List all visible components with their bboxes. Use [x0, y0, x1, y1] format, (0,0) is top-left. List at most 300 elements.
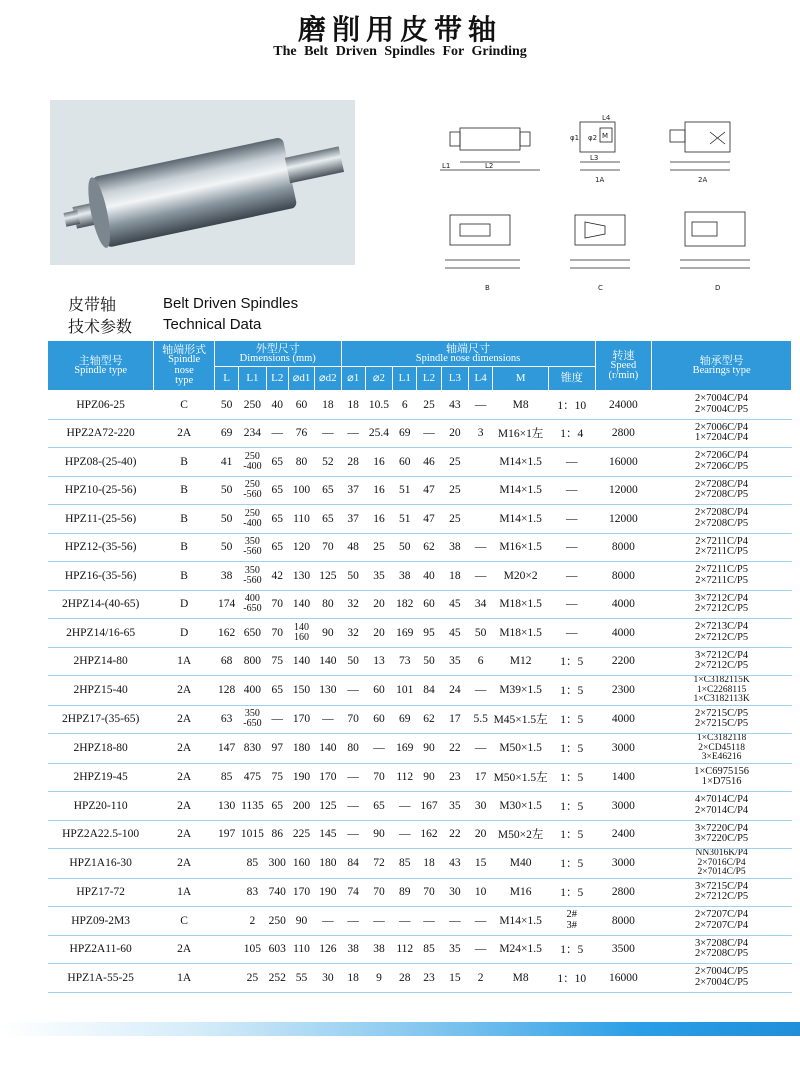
table-cell-line: 2×7208C/P4 — [695, 478, 749, 490]
table-cell-line: 350 — [244, 564, 260, 576]
table-cell: 1：5 — [548, 647, 595, 676]
table-cell: D — [154, 619, 215, 648]
table-cell: 170 — [288, 705, 314, 734]
table-cell-line: 140 — [294, 621, 310, 633]
table-cell: — — [469, 533, 493, 562]
table-cell: 76 — [288, 419, 314, 448]
table-cell — [214, 907, 238, 936]
table-cell-line: -650 — [243, 603, 262, 615]
table-cell — [652, 619, 792, 648]
table-cell: 2300 — [595, 676, 652, 706]
table-cell: HPZ20-110 — [48, 792, 154, 821]
table-cell: 65 — [365, 792, 392, 821]
table-cell: 125 — [315, 562, 341, 591]
table-cell: 70 — [266, 590, 288, 619]
table-cell: — — [315, 907, 341, 936]
table-cell: 100 — [288, 476, 314, 505]
table-cell: 46 — [417, 448, 441, 477]
table-cell: M16×1.5 — [493, 533, 549, 562]
table-cell — [239, 562, 266, 591]
table-cell-line: 2×7004C/P5 — [695, 976, 749, 988]
table-cell — [214, 964, 238, 993]
table-cell: 28 — [393, 964, 417, 993]
table-cell: M16 — [493, 878, 549, 907]
table-cell: 40 — [266, 391, 288, 420]
table-cell: M14×1.5 — [493, 448, 549, 477]
table-cell: M50×1.5左 — [493, 763, 549, 792]
table-cell: 126 — [315, 935, 341, 964]
table-row — [48, 878, 792, 907]
table-cell: 70 — [417, 878, 441, 907]
table-row — [48, 907, 792, 936]
table-cell: 38 — [214, 562, 238, 591]
table-cell-line: 250 — [244, 479, 260, 491]
table-cell: 70 — [266, 619, 288, 648]
table-cell: 234 — [239, 419, 266, 448]
table-cell: HPZ16-(35-56) — [48, 562, 154, 591]
table-cell-line: 3×7212C/P4 — [695, 649, 749, 661]
table-cell: — — [469, 734, 493, 764]
table-cell-line: -560 — [243, 574, 262, 586]
table-cell — [652, 820, 792, 849]
table-cell: 84 — [417, 676, 441, 706]
table-cell: B — [154, 533, 215, 562]
table-cell: 1A — [154, 964, 215, 993]
table-row — [48, 792, 792, 821]
table-cell: 74 — [341, 878, 365, 907]
table-cell: M50×2左 — [493, 820, 549, 849]
table-cell: 38 — [393, 562, 417, 591]
sub-header-cell: L2 — [417, 367, 441, 391]
table-cell — [652, 964, 792, 993]
table-cell: 3000 — [595, 734, 652, 764]
table-cell: 50 — [214, 533, 238, 562]
table-cell-line: 2×7215C/P5 — [695, 707, 749, 719]
table-cell: 4000 — [595, 590, 652, 619]
table-cell: 35 — [441, 647, 468, 676]
sub-header-cell: L2 — [266, 367, 288, 391]
table-cell: 18 — [341, 391, 365, 420]
table-row — [48, 820, 792, 849]
table-cell: 2A — [154, 792, 215, 821]
table-cell — [652, 391, 792, 420]
table-cell: — — [393, 907, 417, 936]
table-cell: 128 — [214, 676, 238, 706]
table-cell: 170 — [315, 763, 341, 792]
table-cell: 65 — [266, 676, 288, 706]
table-cell: 1：5 — [548, 676, 595, 706]
table-cell: 25 — [365, 533, 392, 562]
table-cell: M8 — [493, 391, 549, 420]
page-title: 磨削用皮带轴 — [297, 13, 502, 46]
table-cell: 80 — [288, 448, 314, 477]
svg-text:φ2: φ2 — [588, 134, 598, 142]
table-cell — [652, 763, 792, 792]
table-cell: 130 — [315, 676, 341, 706]
table-cell: 25 — [441, 476, 468, 505]
table-cell: 18 — [315, 391, 341, 420]
table-cell-line: 2×7014C/P5 — [697, 867, 746, 877]
table-cell-line: 1×C3182115K — [693, 675, 750, 685]
table-cell: 3 — [469, 419, 493, 448]
table-cell: 18 — [341, 964, 365, 993]
table-cell: 69 — [393, 705, 417, 734]
table-cell: 174 — [214, 590, 238, 619]
table-cell: M14×1.5 — [493, 476, 549, 505]
table-cell: B — [154, 448, 215, 477]
table-cell — [652, 562, 792, 591]
table-cell: 1：5 — [548, 878, 595, 907]
sub-header-cell: ⌀2 — [365, 367, 392, 391]
table-cell: — — [365, 907, 392, 936]
table-cell: 1：10 — [548, 391, 595, 420]
table-cell: 2800 — [595, 419, 652, 448]
table-cell: 85 — [214, 763, 238, 792]
table-cell: 2HPZ19-45 — [48, 763, 154, 792]
table-cell: 80 — [315, 590, 341, 619]
table-cell-line: 2×7212C/P5 — [695, 631, 749, 643]
table-cell: 740 — [266, 878, 288, 907]
table-cell-line: 250 — [244, 450, 260, 462]
table-cell: 50 — [393, 533, 417, 562]
table-cell: — — [315, 705, 341, 734]
table-cell: 25 — [441, 505, 468, 534]
table-cell: 65 — [266, 448, 288, 477]
table-cell: 20 — [365, 619, 392, 648]
table-cell: M16×1左 — [493, 419, 549, 448]
table-cell: 603 — [266, 935, 288, 964]
table-cell: 1：5 — [548, 734, 595, 764]
table-row — [48, 647, 792, 676]
table-cell: 190 — [315, 878, 341, 907]
drawing-label-2a: 2A — [698, 176, 708, 184]
table-cell: 2400 — [595, 820, 652, 849]
table-cell: 34 — [469, 590, 493, 619]
table-cell: 50 — [417, 647, 441, 676]
svg-text:M: M — [602, 132, 609, 140]
table-cell-line: 2×7016C/P4 — [697, 857, 746, 868]
table-cell: 1：5 — [548, 849, 595, 879]
table-cell: 90 — [288, 907, 314, 936]
table-cell: 20 — [441, 419, 468, 448]
table-cell-line: 250 — [244, 507, 260, 519]
sub-header-cell: 锥度 — [548, 367, 595, 391]
table-cell: 5.5 — [469, 705, 493, 734]
table-row — [48, 533, 792, 562]
table-cell: 84 — [341, 849, 365, 879]
table-cell: — — [315, 419, 341, 448]
table-cell: 1135 — [239, 792, 266, 821]
table-cell: 3000 — [595, 792, 652, 821]
intro-en-2: Technical Data — [163, 316, 262, 333]
table-cell-line: 2×7208C/P5 — [695, 517, 749, 529]
table-cell: 65 — [266, 505, 288, 534]
table-cell: 9 — [365, 964, 392, 993]
table-cell: 8000 — [595, 533, 652, 562]
table-cell: M12 — [493, 647, 549, 676]
table-cell: 162 — [417, 820, 441, 849]
table-cell-line: 2×7212C/P5 — [695, 603, 749, 615]
table-cell: 20 — [365, 590, 392, 619]
table-cell: 1：4 — [548, 419, 595, 448]
table-cell: B — [154, 476, 215, 505]
table-cell-line: 2×7208C/P5 — [695, 489, 749, 501]
table-row — [48, 448, 792, 477]
table-cell: 43 — [441, 849, 468, 879]
nose-type-drawings — [430, 100, 780, 295]
table-cell — [214, 935, 238, 964]
table-cell: M18×1.5 — [493, 619, 549, 648]
table-cell: M45×1.5左 — [493, 705, 549, 734]
table-cell: 12000 — [595, 505, 652, 534]
table-cell: C — [154, 391, 215, 420]
table-cell: 60 — [417, 590, 441, 619]
page-subtitle: The Belt Driven Spindles For Grinding — [273, 44, 527, 59]
table-cell: M18×1.5 — [493, 590, 549, 619]
table-cell-line: 1×C6975156 — [694, 765, 750, 777]
col-header-spindle-nose: 轴端尺寸 Spindle nose dimensions — [341, 341, 595, 367]
table-cell-line: 2×CD45118 — [698, 742, 745, 753]
table-cell: B — [154, 505, 215, 534]
table-cell: 2A — [154, 763, 215, 792]
table-cell: 97 — [266, 734, 288, 764]
spindle-photo — [50, 100, 355, 265]
table-cell: 38 — [441, 533, 468, 562]
table-cell: — — [548, 590, 595, 619]
table-cell: 43 — [441, 391, 468, 420]
table-cell-line: 2×7207C/P4 — [695, 909, 749, 921]
table-cell: 17 — [469, 763, 493, 792]
table-cell: 45 — [441, 619, 468, 648]
table-cell: 25.4 — [365, 419, 392, 448]
table-cell: — — [365, 734, 392, 764]
table-cell-line: 2×7213C/P4 — [695, 621, 749, 633]
table-row — [48, 476, 792, 505]
table-cell: 20 — [469, 820, 493, 849]
table-cell: 86 — [266, 820, 288, 849]
table-cell: 24 — [441, 676, 468, 706]
table-cell: 90 — [315, 619, 341, 648]
sub-header-cell: ⌀d1 — [288, 367, 314, 391]
table-cell: M39×1.5 — [493, 676, 549, 706]
col-header-dimensions: 外型尺寸 Dimensions (mm) — [214, 341, 341, 367]
table-cell: 110 — [288, 505, 314, 534]
table-cell: M20×2 — [493, 562, 549, 591]
table-cell: 32 — [341, 590, 365, 619]
table-row — [48, 849, 792, 879]
table-cell-line: 3# — [566, 919, 577, 931]
table-cell: 140 — [288, 590, 314, 619]
table-cell: — — [341, 676, 365, 706]
table-cell: 1：5 — [548, 820, 595, 849]
table-cell-line: 1×D7516 — [701, 776, 742, 788]
table-cell: HPZ17-72 — [48, 878, 154, 907]
table-cell: — — [548, 533, 595, 562]
table-cell: 62 — [417, 705, 441, 734]
table-cell: 2HPZ14-80 — [48, 647, 154, 676]
table-cell: 2A — [154, 419, 215, 448]
table-cell — [652, 505, 792, 534]
table-cell: 25 — [239, 964, 266, 993]
table-cell: — — [393, 820, 417, 849]
table-cell-line: 2×7014C/P4 — [695, 804, 749, 816]
table-cell: 16000 — [595, 448, 652, 477]
table-cell: 28 — [341, 448, 365, 477]
table-cell: 130 — [288, 562, 314, 591]
table-cell — [652, 419, 792, 448]
table-cell: 63 — [214, 705, 238, 734]
table-cell: 110 — [288, 935, 314, 964]
table-cell: 1A — [154, 647, 215, 676]
table-cell: 35 — [441, 792, 468, 821]
table-cell: 47 — [417, 476, 441, 505]
table-cell: — — [417, 907, 441, 936]
table-cell: — — [469, 391, 493, 420]
table-cell: 160 — [288, 849, 314, 879]
table-cell: 65 — [266, 792, 288, 821]
table-cell: — — [341, 419, 365, 448]
sub-header-cell: L1 — [239, 367, 266, 391]
svg-text:L1: L1 — [442, 162, 451, 170]
table-cell: 12000 — [595, 476, 652, 505]
table-cell: 182 — [393, 590, 417, 619]
table-cell: 23 — [441, 763, 468, 792]
table-cell: 85 — [239, 849, 266, 879]
table-cell: 1：5 — [548, 763, 595, 792]
table-cell-line: 3×7212C/P4 — [695, 592, 749, 604]
table-cell: 2HPZ15-40 — [48, 676, 154, 706]
table-cell: 400 — [239, 676, 266, 706]
table-cell: 18 — [417, 849, 441, 879]
table-cell: 8000 — [595, 562, 652, 591]
table-cell: 30 — [441, 878, 468, 907]
table-cell-line: -560 — [243, 546, 262, 558]
table-cell — [652, 792, 792, 821]
table-cell — [469, 505, 493, 534]
table-cell: 90 — [417, 763, 441, 792]
table-cell — [652, 590, 792, 619]
table-cell-line: 2×7206C/P5 — [695, 460, 749, 472]
table-cell: 3000 — [595, 849, 652, 879]
table-cell-line: -560 — [243, 489, 262, 501]
table-cell: HPZ08-(25-40) — [48, 448, 154, 477]
table-cell: 169 — [393, 734, 417, 764]
table-cell: HPZ1A16-30 — [48, 849, 154, 879]
table-cell: 2HPZ14/16-65 — [48, 619, 154, 648]
table-cell: 180 — [288, 734, 314, 764]
table-cell: 38 — [341, 935, 365, 964]
table-cell: 69 — [393, 419, 417, 448]
col-header-nose: 轴端形式 Spindle nose type — [154, 341, 215, 391]
table-cell: — — [469, 676, 493, 706]
table-cell: 65 — [315, 476, 341, 505]
table-cell-line: NN3016K/P4 — [695, 848, 748, 858]
sub-header-cell: L — [214, 367, 238, 391]
table-cell — [652, 476, 792, 505]
intro-zh-1: 皮带轴 — [68, 295, 117, 314]
table-cell: 65 — [266, 533, 288, 562]
table-cell: — — [548, 619, 595, 648]
table-cell: — — [469, 935, 493, 964]
table-cell: 69 — [214, 419, 238, 448]
table-cell: 42 — [266, 562, 288, 591]
table-cell: 45 — [441, 590, 468, 619]
table-cell: 225 — [288, 820, 314, 849]
table-cell: 40 — [417, 562, 441, 591]
intro-en-1: Belt Driven Spindles — [163, 295, 299, 312]
table-cell: 65 — [266, 476, 288, 505]
col-header-bearings: 轴承型号 Bearings type — [652, 341, 792, 391]
table-cell — [548, 907, 595, 936]
table-cell: D — [154, 590, 215, 619]
table-cell: 60 — [393, 448, 417, 477]
table-cell-line: 3×7208C/P4 — [695, 937, 749, 949]
table-cell: 24000 — [595, 391, 652, 420]
table-cell: 60 — [288, 391, 314, 420]
table-cell — [652, 878, 792, 907]
table-cell: 65 — [315, 505, 341, 534]
table-cell: 300 — [266, 849, 288, 879]
table-cell-line: 2×7211C/P5 — [695, 546, 748, 558]
table-cell: 25 — [441, 448, 468, 477]
table-cell: 22 — [441, 734, 468, 764]
table-cell: 15 — [469, 849, 493, 879]
table-cell — [214, 849, 238, 879]
table-cell-line: 3×7215C/P4 — [695, 880, 749, 892]
table-cell: 8000 — [595, 907, 652, 936]
table-cell-line: 3×7220C/P5 — [695, 833, 749, 845]
table-cell: 50 — [214, 476, 238, 505]
table-cell: 50 — [469, 619, 493, 648]
col-header-speed: 转速 Speed (r/min) — [595, 341, 652, 391]
table-cell: 30 — [315, 964, 341, 993]
table-cell: 197 — [214, 820, 238, 849]
table-cell: HPZ2A11-60 — [48, 935, 154, 964]
table-cell: 145 — [315, 820, 341, 849]
table-cell: 52 — [315, 448, 341, 477]
table-cell: 30 — [469, 792, 493, 821]
table-cell: 140 — [288, 647, 314, 676]
table-cell: 60 — [365, 705, 392, 734]
table-cell: 32 — [341, 619, 365, 648]
table-cell: HPZ1A-55-25 — [48, 964, 154, 993]
svg-text:L3: L3 — [590, 154, 599, 162]
table-cell: 2A — [154, 734, 215, 764]
table-cell: 70 — [341, 705, 365, 734]
table-cell: 6 — [469, 647, 493, 676]
table-cell-line: 2×7207C/P4 — [695, 919, 749, 931]
table-cell-line: 2×7215C/P5 — [695, 718, 749, 730]
table-cell — [239, 533, 266, 562]
table-cell: 800 — [239, 647, 266, 676]
table-cell: 18 — [441, 562, 468, 591]
intro-zh-2: 技术参数 — [68, 317, 133, 336]
table-cell: — — [469, 562, 493, 591]
table-cell: — — [441, 907, 468, 936]
table-cell-line: 350 — [244, 536, 260, 548]
table-cell — [239, 448, 266, 477]
table-cell: 16 — [365, 505, 392, 534]
table-cell: 68 — [214, 647, 238, 676]
table-cell-line: 2×7212C/P5 — [695, 660, 749, 672]
table-cell-line: 2×7006C/P4 — [695, 421, 749, 433]
table-cell — [652, 705, 792, 734]
table-cell-line: 3×7220C/P4 — [695, 822, 749, 834]
table-cell: 95 — [417, 619, 441, 648]
table-cell: M8 — [493, 964, 549, 993]
drawing-label-b: B — [485, 284, 490, 292]
table-cell — [652, 734, 792, 764]
